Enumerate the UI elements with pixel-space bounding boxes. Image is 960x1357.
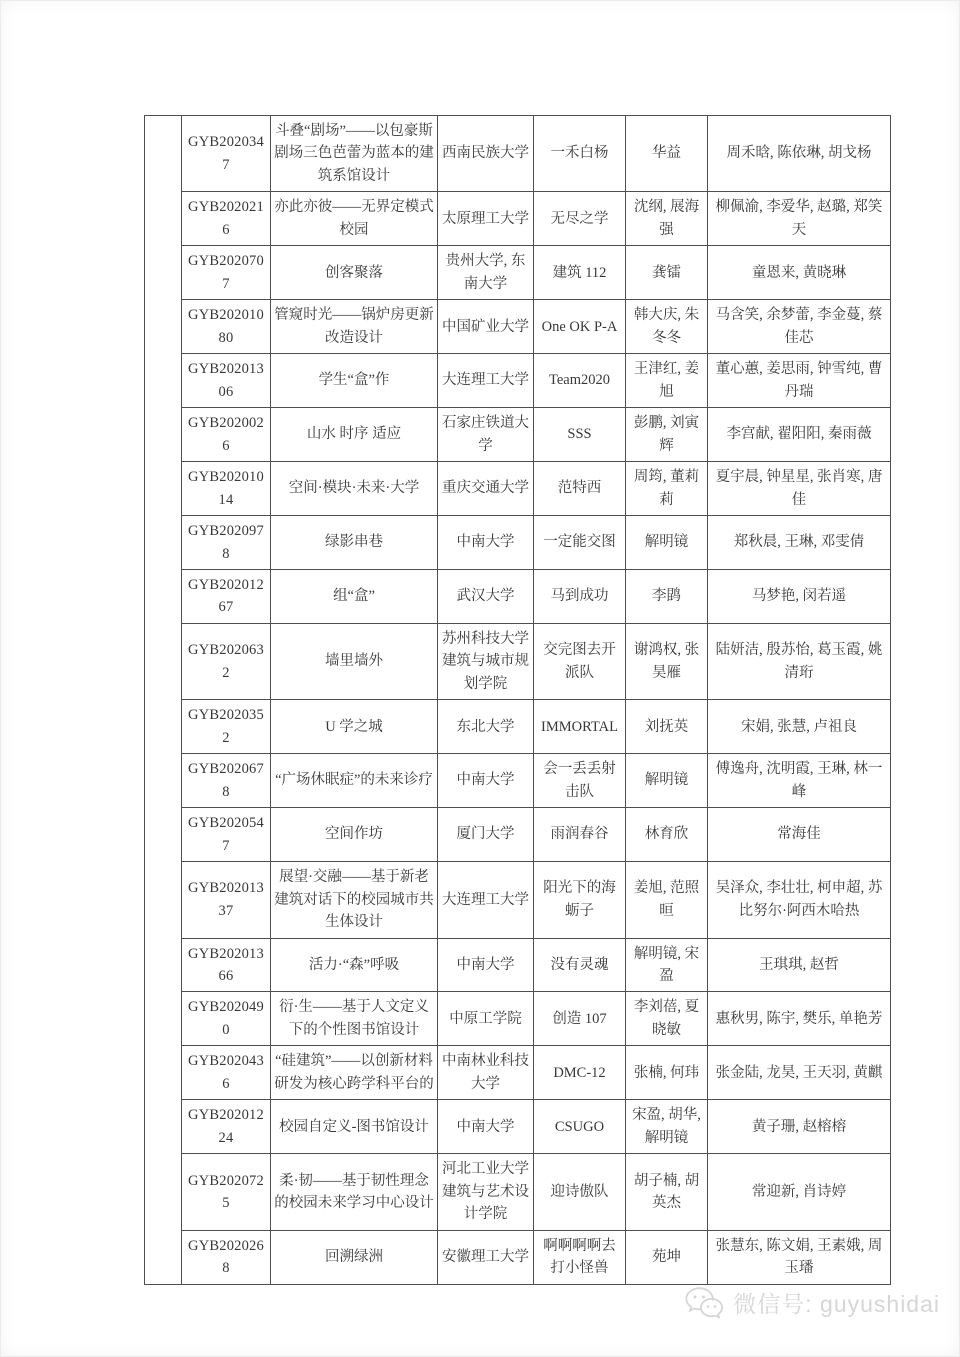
entry-id-cell: GYB2020347 [182, 116, 271, 192]
entry-id-cell: GYB20201224 [182, 1100, 271, 1154]
team-name-cell: 交完图去开派队 [534, 623, 626, 699]
table-row [145, 808, 891, 862]
team-name-cell: DMC-12 [534, 1046, 626, 1100]
team-name-cell: 建筑 112 [534, 246, 626, 300]
team-name-cell: 雨润春谷 [534, 808, 626, 862]
advisor-cell: 解明镜 [626, 516, 708, 570]
advisor-cell: 谢鸿权, 张昊雁 [626, 623, 708, 699]
entry-id-cell: GYB20201080 [182, 300, 271, 354]
table-row [145, 623, 891, 699]
team-name-cell: 范特西 [534, 462, 626, 516]
project-title-cell: 管窥时光——锅炉房更新改造设计 [271, 300, 438, 354]
table-row [145, 246, 891, 300]
project-title-cell: 校园自定义-图书馆设计 [271, 1100, 438, 1154]
advisor-cell: 李刘蓓, 夏晓敏 [626, 992, 708, 1046]
members-cell: 郑秋晨, 王琳, 邓雯倩 [708, 516, 891, 570]
advisor-cell: 李鹍 [626, 569, 708, 623]
team-name-cell: Team2020 [534, 354, 626, 408]
project-title-cell: 学生“盒”作 [271, 354, 438, 408]
members-cell: 傅逸舟, 沈明霞, 王琳, 林一峰 [708, 754, 891, 808]
members-cell: 夏宇晨, 钟星星, 张肖寒, 唐佳 [708, 462, 891, 516]
university-cell: 安徽理工大学 [438, 1230, 534, 1284]
project-title-cell: 山水 时序 适应 [271, 408, 438, 462]
entry-id-cell: GYB2020678 [182, 754, 271, 808]
advisor-cell: 解明镜 [626, 754, 708, 808]
advisor-cell: 王津红, 姜旭 [626, 354, 708, 408]
advisor-cell: 苑坤 [626, 1230, 708, 1284]
entry-id-cell: GYB2020436 [182, 1046, 271, 1100]
project-title-cell: 亦此亦彼——无界定模式校园 [271, 192, 438, 246]
entry-id-cell: GYB2020216 [182, 192, 271, 246]
university-cell: 大连理工大学 [438, 354, 534, 408]
project-title-cell: 衍·生——基于人文定义下的个性图书馆设计 [271, 992, 438, 1046]
university-cell: 重庆交通大学 [438, 462, 534, 516]
team-name-cell: 阳光下的海蛎子 [534, 862, 626, 938]
project-title-cell: 回溯绿洲 [271, 1230, 438, 1284]
table-row [145, 408, 891, 462]
team-name-cell: One OK P-A [534, 300, 626, 354]
university-cell: 中国矿业大学 [438, 300, 534, 354]
advisor-cell: 沈纲, 展海强 [626, 192, 708, 246]
university-cell: 厦门大学 [438, 808, 534, 862]
project-title-cell: U 学之城 [271, 700, 438, 754]
team-name-cell: 一定能交图 [534, 516, 626, 570]
university-cell: 西南民族大学 [438, 116, 534, 192]
entry-id-cell: GYB2020978 [182, 516, 271, 570]
project-title-cell: 空间·模块·未来·大学 [271, 462, 438, 516]
entry-id-cell: GYB2020707 [182, 246, 271, 300]
results-table-body [145, 116, 891, 1285]
entry-id-cell: GYB2020725 [182, 1154, 271, 1230]
table-row [145, 354, 891, 408]
project-title-cell: “硅建筑”——以创新材料研发为核心跨学科平台的 [271, 1046, 438, 1100]
team-name-cell: IMMORTAL [534, 700, 626, 754]
entry-id-cell: GYB2020352 [182, 700, 271, 754]
table-row [145, 1154, 891, 1230]
university-cell: 中南大学 [438, 754, 534, 808]
entry-id-cell: GYB2020547 [182, 808, 271, 862]
project-title-cell: 创客聚落 [271, 246, 438, 300]
team-name-cell: 马到成功 [534, 569, 626, 623]
advisor-cell: 解明镜, 宋盈 [626, 938, 708, 992]
project-title-cell: 墙里墙外 [271, 623, 438, 699]
table-row [145, 192, 891, 246]
advisor-cell: 龚镭 [626, 246, 708, 300]
team-name-cell: CSUGO [534, 1100, 626, 1154]
advisor-cell: 刘抚英 [626, 700, 708, 754]
entry-id-cell: GYB20201306 [182, 354, 271, 408]
advisor-cell: 华益 [626, 116, 708, 192]
university-cell: 东北大学 [438, 700, 534, 754]
university-cell: 中南大学 [438, 516, 534, 570]
advisor-cell: 韩大庆, 朱冬冬 [626, 300, 708, 354]
university-cell: 武汉大学 [438, 569, 534, 623]
members-cell: 黄子珊, 赵榕榕 [708, 1100, 891, 1154]
advisor-cell: 宋盈, 胡华, 解明镜 [626, 1100, 708, 1154]
members-cell: 童恩来, 黄晓琳 [708, 246, 891, 300]
team-name-cell: 没有灵魂 [534, 938, 626, 992]
advisor-cell: 周筠, 董莉莉 [626, 462, 708, 516]
members-cell: 吴泽众, 李壮壮, 柯申超, 苏比努尔·阿西木哈热 [708, 862, 891, 938]
members-cell: 惠秋男, 陈宇, 樊乐, 单艳芳 [708, 992, 891, 1046]
university-cell: 中原工学院 [438, 992, 534, 1046]
university-cell: 河北工业大学建筑与艺术设计学院 [438, 1154, 534, 1230]
project-title-cell: 展望·交融——基于新老建筑对话下的校园城市共生体设计 [271, 862, 438, 938]
table-row [145, 938, 891, 992]
project-title-cell: 活力·“森”呼吸 [271, 938, 438, 992]
entry-id-cell: GYB20201014 [182, 462, 271, 516]
advisor-cell: 姜旭, 范照晅 [626, 862, 708, 938]
entry-id-cell: GYB20201337 [182, 862, 271, 938]
table-row [145, 1230, 891, 1284]
table-row [145, 1046, 891, 1100]
university-cell: 贵州大学, 东南大学 [438, 246, 534, 300]
team-name-cell: 无尽之学 [534, 192, 626, 246]
table-row [145, 754, 891, 808]
university-cell: 苏州科技大学建筑与城市规划学院 [438, 623, 534, 699]
table-row [145, 862, 891, 938]
wechat-id-text: 微信号: guyushidai [733, 1291, 940, 1317]
members-cell: 柳佩渝, 李爱华, 赵璐, 郑笑天 [708, 192, 891, 246]
entry-id-cell: GYB2020490 [182, 992, 271, 1046]
members-cell: 马含笑, 余梦蕾, 李金蔓, 蔡佳芯 [708, 300, 891, 354]
advisor-cell: 胡子楠, 胡英杰 [626, 1154, 708, 1230]
project-title-cell: 绿影串巷 [271, 516, 438, 570]
table-row [145, 992, 891, 1046]
entry-id-cell: GYB2020632 [182, 623, 271, 699]
project-title-cell: “广场休眠症”的未来诊疗 [271, 754, 438, 808]
table-row [145, 516, 891, 570]
table-row [145, 300, 891, 354]
advisor-cell: 张楠, 何玮 [626, 1046, 708, 1100]
members-cell: 董心蕙, 姜思雨, 钟雪纯, 曹丹瑞 [708, 354, 891, 408]
project-title-cell: 斗叠“剧场”——以包豪斯剧场三色芭蕾为蓝本的建筑系馆设计 [271, 116, 438, 192]
members-cell: 常海佳 [708, 808, 891, 862]
university-cell: 中南大学 [438, 938, 534, 992]
team-name-cell: 啊啊啊啊去打小怪兽 [534, 1230, 626, 1284]
university-cell: 石家庄铁道大学 [438, 408, 534, 462]
university-cell: 太原理工大学 [438, 192, 534, 246]
members-cell: 宋娟, 张慧, 卢祖良 [708, 700, 891, 754]
team-name-cell: 创造 107 [534, 992, 626, 1046]
team-name-cell: 迎诗傲队 [534, 1154, 626, 1230]
members-cell: 陆妍洁, 殷苏怡, 葛玉霞, 姚清珩 [708, 623, 891, 699]
entry-id-cell: GYB20201267 [182, 569, 271, 623]
entry-id-cell: GYB2020268 [182, 1230, 271, 1284]
members-cell: 王琪琪, 赵哲 [708, 938, 891, 992]
members-cell: 张慧东, 陈文娟, 王素娥, 周玉璠 [708, 1230, 891, 1284]
advisor-cell: 林育欣 [626, 808, 708, 862]
team-name-cell: 会一丢丢射击队 [534, 754, 626, 808]
university-cell: 中南林业科技大学 [438, 1046, 534, 1100]
wechat-icon [684, 1286, 724, 1319]
table-row [145, 700, 891, 754]
wechat-watermark [684, 1286, 940, 1319]
entry-id-cell: GYB2020026 [182, 408, 271, 462]
team-name-cell: 一禾白杨 [534, 116, 626, 192]
members-cell: 马梦艳, 闵若遥 [708, 569, 891, 623]
table-row [145, 569, 891, 623]
members-cell: 周禾晗, 陈依琳, 胡戈杨 [708, 116, 891, 192]
advisor-cell: 彭鹏, 刘寅辉 [626, 408, 708, 462]
table-row [145, 1100, 891, 1154]
award-category-cell [145, 116, 182, 1285]
members-cell: 常迎新, 肖诗婷 [708, 1154, 891, 1230]
table-row [145, 116, 891, 192]
university-cell: 中南大学 [438, 1100, 534, 1154]
team-name-cell: SSS [534, 408, 626, 462]
project-title-cell: 空间作坊 [271, 808, 438, 862]
project-title-cell: 组“盒” [271, 569, 438, 623]
project-title-cell: 柔·韧——基于韧性理念的校园未来学习中心设计 [271, 1154, 438, 1230]
members-cell: 张金陆, 龙昊, 王天羽, 黄麒 [708, 1046, 891, 1100]
entry-id-cell: GYB20201366 [182, 938, 271, 992]
table-row [145, 462, 891, 516]
university-cell: 大连理工大学 [438, 862, 534, 938]
award-results-table [144, 115, 891, 1285]
members-cell: 李宫献, 翟阳阳, 秦雨薇 [708, 408, 891, 462]
